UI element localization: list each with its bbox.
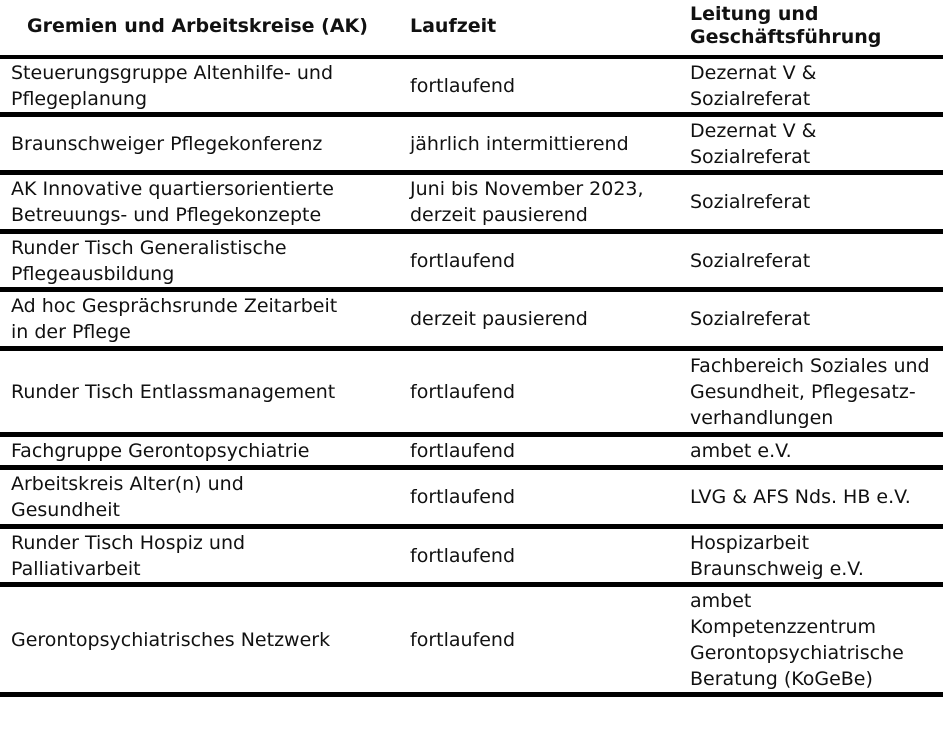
cell-leitung: ambet e.V. [690,440,792,462]
cell-laufzeit: fortlaufend [410,249,516,272]
table-row [0,292,943,351]
table-header-row [0,0,943,59]
table-row [0,587,943,697]
cell-gremium: Arbeitskreis Alter(n) und Gesundheit [11,473,244,521]
cell-gremium: Runder Tisch Entlassmanagement [11,380,336,403]
cell-laufzeit: derzeit pausierend [410,308,588,330]
cell-gremium: AK Innovative quartiersorientierte Betreuungs- und Pflegekonzepte [11,178,334,226]
table-row [0,59,943,117]
cell-leitung: Hospizarbeit Braunschweig e.V. [690,531,864,580]
table-row [0,234,943,292]
table-row [0,351,943,437]
cell-gremium: Fachgruppe Gerontopsychiatrie [11,440,310,462]
table-row [0,470,943,529]
cell-gremium: Steuerungsgruppe Altenhilfe- und Pflegeplanung [11,61,334,110]
cell-laufzeit: fortlaufend [410,486,516,508]
header-leitung: Leitung und Geschäftsführung [690,3,882,48]
cell-leitung: Dezernat V & Sozialreferat [690,119,817,168]
header-laufzeit: Laufzeit [410,15,497,37]
table-row [0,529,943,587]
cell-laufzeit: fortlaufend [410,74,516,97]
cell-leitung: Dezernat V & Sozialreferat [690,61,817,110]
cell-leitung: Sozialreferat [690,249,811,272]
cell-laufzeit: jährlich intermittierend [410,132,629,155]
cell-laufzeit: Juni bis November 2023, derzeit pausierend [410,178,644,226]
cell-leitung: LVG & AFS Nds. HB e.V. [690,486,911,508]
cell-leitung: Sozialreferat [690,308,811,330]
cell-leitung: Sozialreferat [690,191,811,213]
cell-laufzeit: fortlaufend [410,380,516,403]
cell-gremium: Runder Tisch Generalistische Pflegeausbildung [11,236,287,285]
cell-laufzeit: fortlaufend [410,440,516,462]
table-row [0,437,943,470]
table-row [0,117,943,175]
table-row [0,175,943,234]
header-gremien: Gremien und Arbeitskreise (AK) [27,15,368,37]
cell-leitung: Fachbereich Soziales und Gesundheit, Pflegesatz- verhandlungen [690,354,930,429]
cell-gremium: Runder Tisch Hospiz und Palliativarbeit [11,531,246,580]
cell-gremium: Ad hoc Gesprächsrunde Zeitarbeit in der Pflege [11,295,338,343]
cell-gremium: Braunschweiger Pflegekonferenz [11,132,323,155]
cell-leitung: ambet Kompetenzzentrum Gerontopsychiatrische Beratung (KoGeBe) [690,589,904,690]
cell-laufzeit: fortlaufend [410,544,516,567]
cell-gremium: Gerontopsychiatrisches Netzwerk [11,628,331,651]
cell-laufzeit: fortlaufend [410,628,516,651]
